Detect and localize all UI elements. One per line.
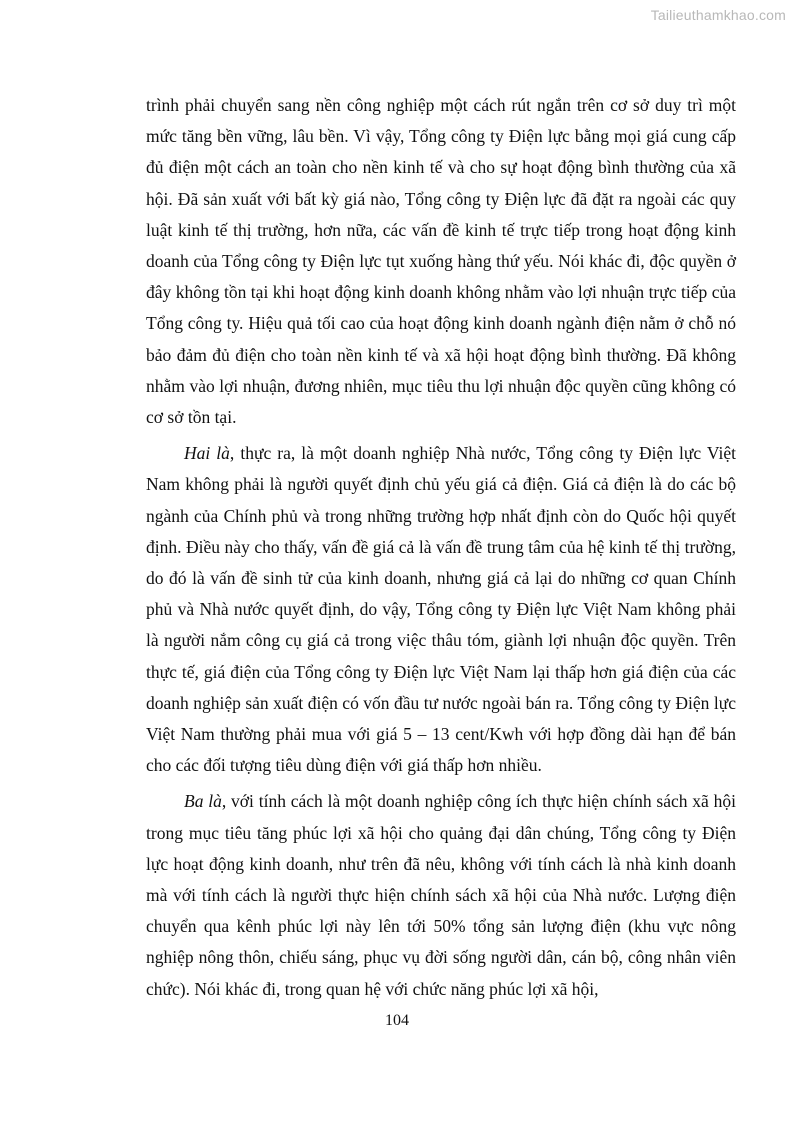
page-number: 104	[385, 1012, 409, 1029]
paragraph-2	[146, 438, 736, 781]
paragraph-1	[146, 90, 736, 433]
document-body	[146, 90, 736, 1010]
paragraph-3-lead: Ba là	[184, 791, 222, 812]
watermark-text: Tailieuthamkhao.com	[650, 7, 786, 23]
paragraph-2-lead: Hai là	[184, 443, 230, 464]
paragraph-1-text: trình phải chuyển sang nền công nghiệp một cách rút ngắn trên cơ sở duy trì một mức tăng bền vững, lâu bền. Vì vậy, Tổng công ty Điện lực bằng mọi giá cung cấp đủ điện một cách an toàn cho nền kinh tế và cho sự hoạt động bình thường của xã hội. Đã sản xuất với bất kỳ giá nào, Tổng công ty Điện lực đã đặt ra ngoài các quy luật kinh tế thị trường, hơn nữa, các vấn đề kinh tế trực tiếp trong hoạt động kinh doanh của Tổng công ty Điện lực tụt xuống hàng thứ yếu. Nói khác đi, độc quyền ở đây không tồn tại khi hoạt động kinh doanh không nhằm vào lợi nhuận trực tiếp của Tổng công ty. Hiệu quả tối cao của hoạt động kinh doanh ngành điện nằm ở chỗ nó bảo đảm đủ điện cho toàn nền kinh tế và xã hội hoạt động bình thường. Đã không nhằm vào lợi nhuận, đương nhiên, mục tiêu thu lợi nhuận độc quyền cũng không có cơ sở tồn tại.	[146, 95, 736, 428]
paragraph-2-text: , thực ra, là một doanh nghiệp Nhà nước, Tổng công ty Điện lực Việt Nam không phải là người quyết định chủ yếu giá cả điện. Giá cả điện là do các bộ ngành của Chính phủ và trong những trường hợp nhất định còn do Quốc hội quyết định. Điều này cho thấy, vấn đề giá cả là vấn đề trung tâm của hệ kinh tế thị trường, do đó là vấn đề sinh tử của kinh doanh, nhưng giá cả lại do những cơ quan Chính phủ và Nhà nước quyết định, do vậy, Tổng công ty Điện lực Việt Nam không phải là người nắm công cụ giá cả trong việc thâu tóm, giành lợi nhuận độc quyền. Trên thực tế, giá điện của Tổng công ty Điện lực Việt Nam lại thấp hơn giá điện của các doanh nghiệp sản xuất điện có vốn đầu tư nước ngoài bán ra. Tổng công ty Điện lực Việt Nam thường phải mua với giá 5 – 13 cent/Kwh với hợp đồng dài hạn để bán cho các đối tượng tiêu dùng điện với giá thấp hơn nhiều.	[146, 443, 736, 776]
paragraph-3-text: , với tính cách là một doanh nghiệp công ích thực hiện chính sách xã hội trong mục tiêu tăng phúc lợi xã hội cho quảng đại dân chúng, Tổng công ty Điện lực hoạt động kinh doanh, như trên đã nêu, không với tính cách là nhà kinh doanh mà với tính cách là người thực hiện chính sách xã hội của Nhà nước. Lượng điện chuyển qua kênh phúc lợi này lên tới 50% tổng sản lượng điện (khu vực nông nghiệp nông thôn, chiếu sáng, phục vụ đời sống người dân, cán bộ, công nhân viên chức). Nói khác đi, trong quan hệ với chức năng phúc lợi xã hội,	[146, 791, 736, 999]
paragraph-3	[146, 786, 736, 1004]
